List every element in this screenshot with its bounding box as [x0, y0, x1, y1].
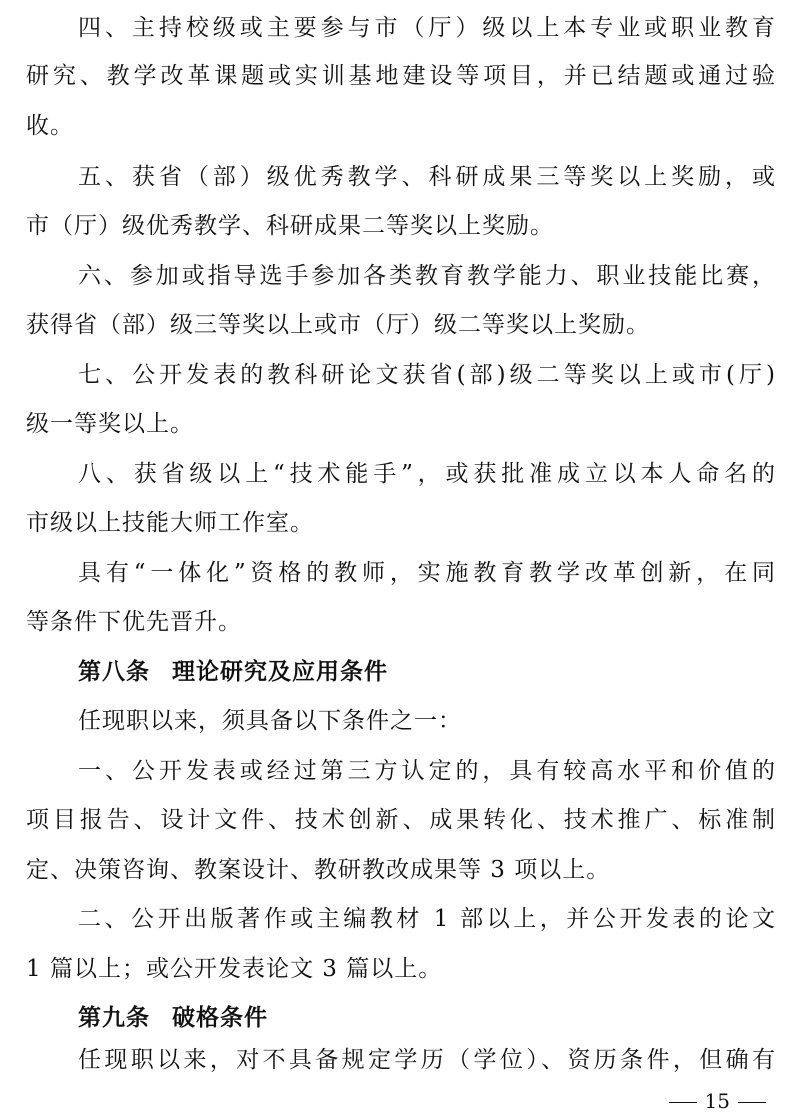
page-number-right-dash [738, 1102, 766, 1103]
paragraph-line: 任现职以来，对不具备规定学历（学位）、资历条件，但确有 [78, 1047, 776, 1073]
article-heading [78, 652, 776, 692]
paragraph-line: 定、决策咨询、教案设计、教研教改成果等 3 项以上。 [26, 857, 611, 883]
paragraph-line: 二、公开出版著作或主编教材 1 部以上，并公开发表的论文 [78, 906, 776, 932]
page-number [669, 1086, 766, 1116]
paragraph-line: 级一等奖以上。 [26, 411, 194, 437]
page-number-value: 15 [704, 1089, 730, 1113]
paragraph-line: 七、公开发表的教科研论文获省(部)级二等奖以上或市(厅) [78, 362, 776, 388]
article-number: 第九条 [78, 1005, 150, 1031]
article-heading [78, 998, 776, 1038]
paragraph-line: 项目报告、设计文件、技术创新、成果转化、技术推广、标准制 [26, 807, 776, 833]
article-number: 第八条 [78, 659, 150, 685]
paragraph-line: 1 篇以上；或公开发表论文 3 篇以上。 [26, 956, 443, 982]
paragraph-line: 五、获省（部）级优秀教学、科研成果三等奖以上奖励，或 [78, 164, 776, 190]
paragraph-line: 收。 [26, 113, 74, 139]
article-title: 破格条件 [172, 1005, 268, 1031]
paragraph-line: 任现职以来，须具备以下条件之一： [78, 708, 462, 734]
article-title: 理论研究及应用条件 [172, 659, 388, 685]
paragraph-line: 具有“一体化”资格的教师，实施教育教学改革创新，在同 [78, 560, 776, 586]
paragraph-line: 市（厅）级优秀教学、科研成果二等奖以上奖励。 [26, 213, 554, 239]
paragraph-line: 等条件下优先晋升。 [26, 609, 242, 635]
paragraph-line: 一、公开发表或经过第三方认定的，具有较高水平和价值的 [78, 758, 776, 784]
paragraph-line: 八、获省级以上“技术能手”，或获批准成立以本人命名的 [78, 461, 776, 487]
paragraph-line: 市级以上技能大师工作室。 [26, 510, 314, 536]
paragraph-line: 研究、教学改革课题或实训基地建设等项目，并已结题或通过验 [26, 63, 776, 89]
paragraph-line: 获得省（部）级三等奖以上或市（厅）级二等奖以上奖励。 [26, 312, 650, 338]
paragraph-line: 六、参加或指导选手参加各类教育教学能力、职业技能比赛， [78, 263, 776, 289]
paragraph-line: 四、主持校级或主要参与市（厅）级以上本专业或职业教育 [78, 15, 776, 41]
page-number-left-dash [669, 1102, 697, 1103]
